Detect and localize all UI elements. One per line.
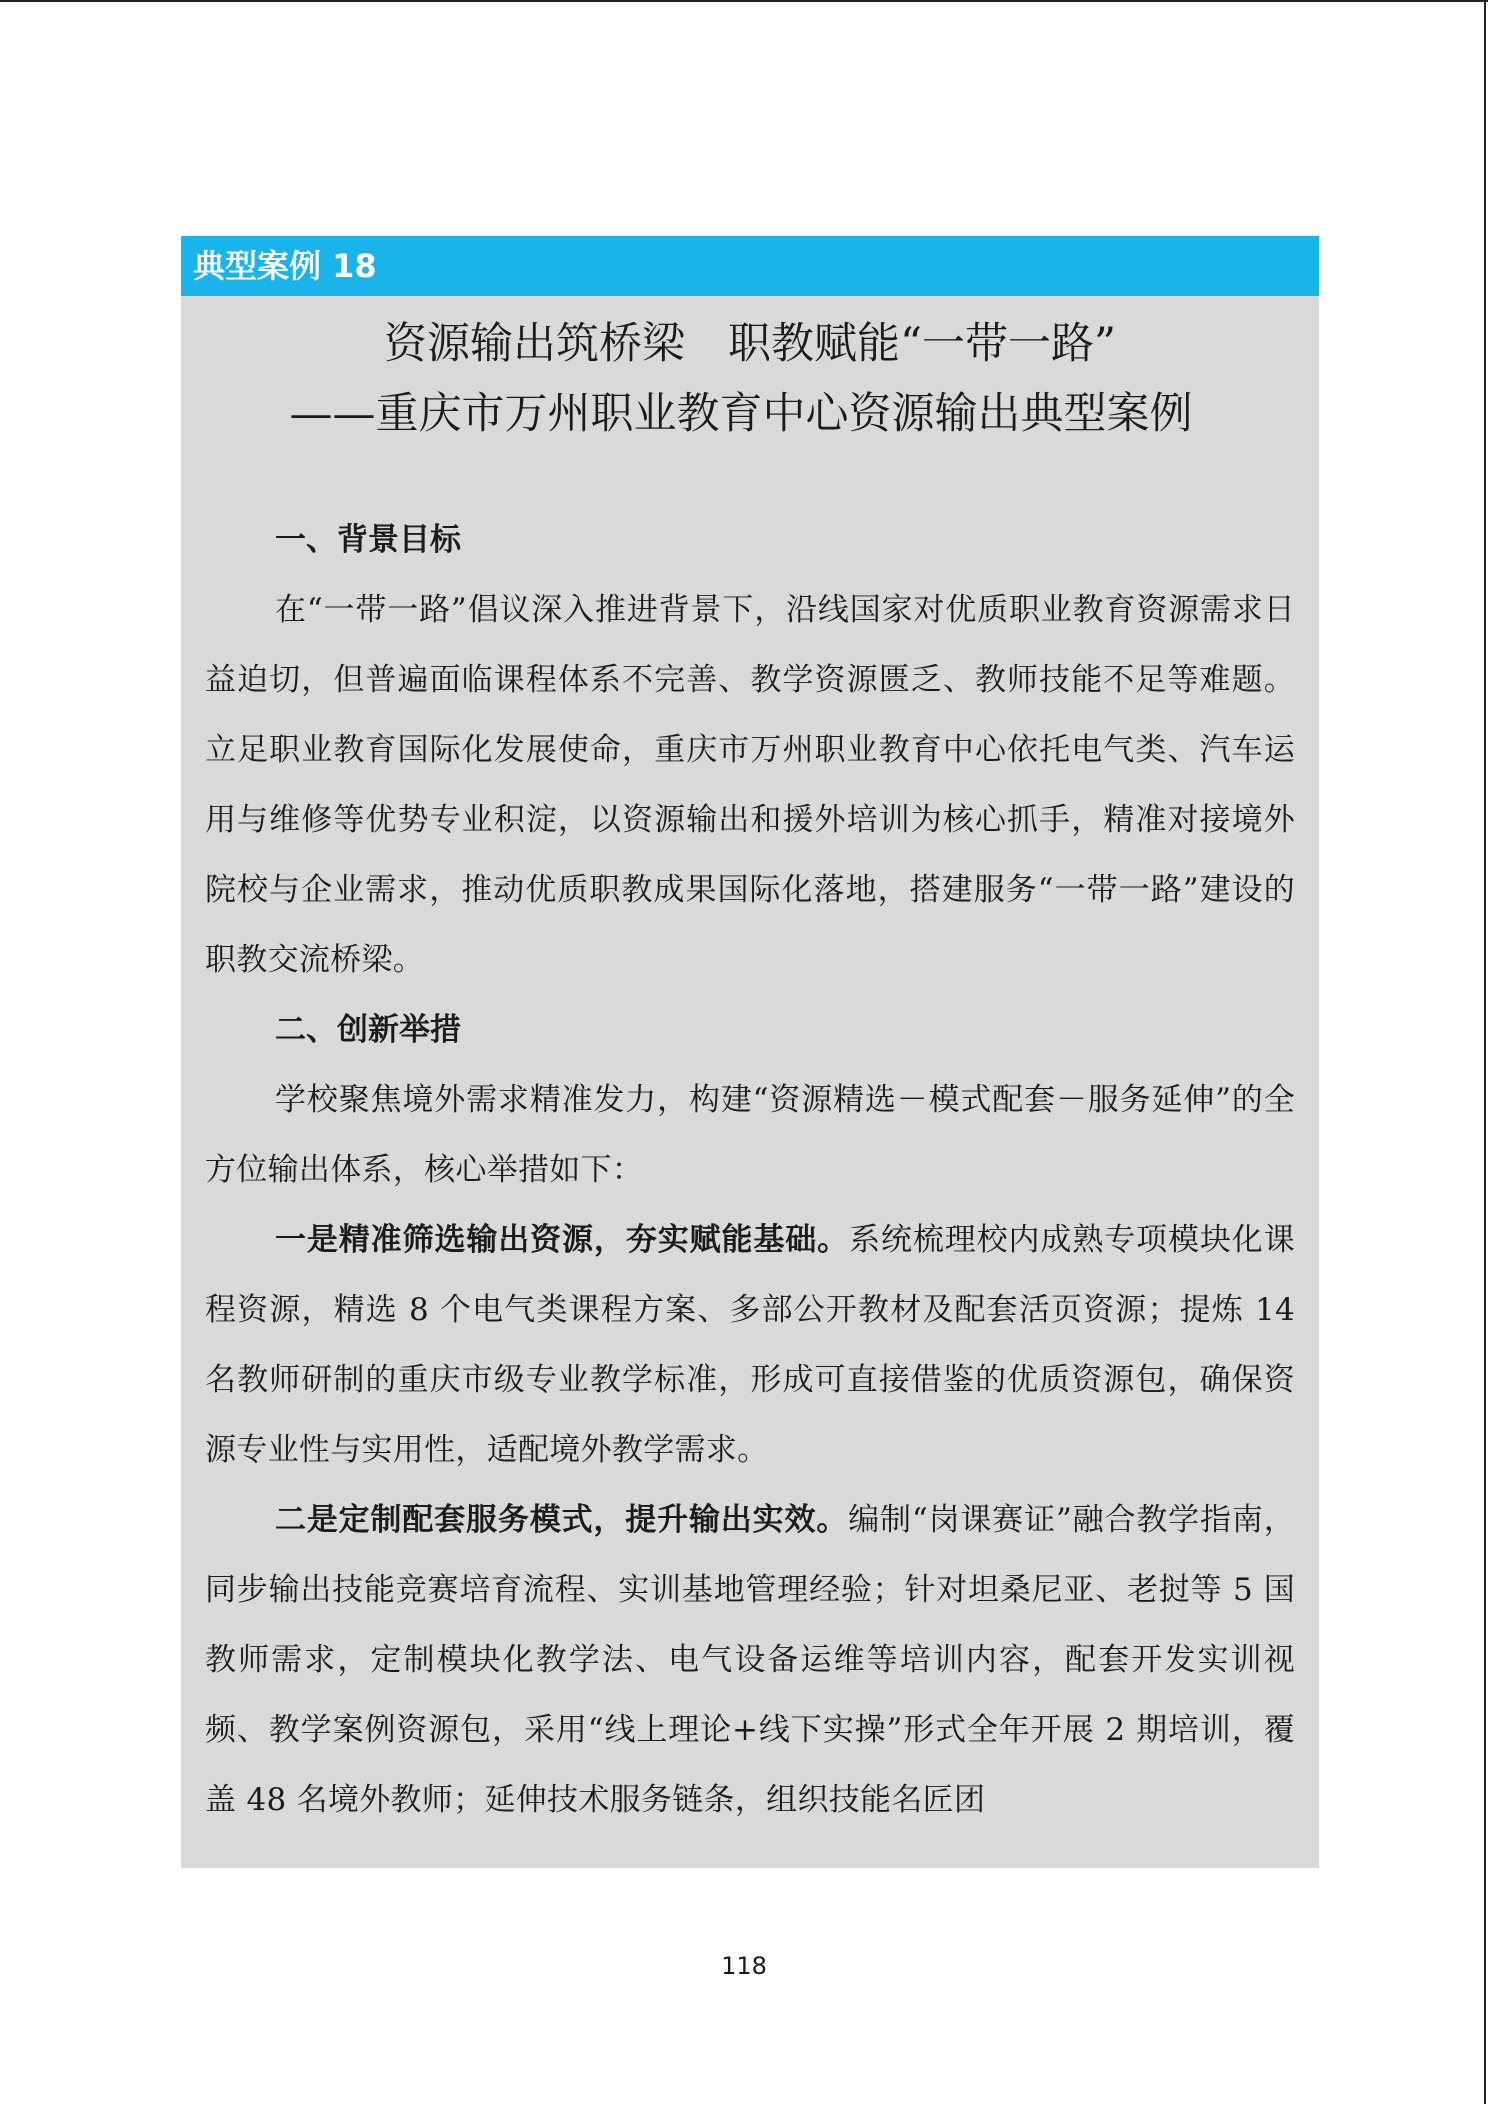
section-heading-background: 一、背景目标 (275, 522, 461, 558)
case-label-banner: 典型案例 18 (181, 236, 1319, 296)
top-border-line (0, 0, 1488, 2)
case-title: 资源输出筑桥梁 职教赋能“一带一路” (384, 319, 1116, 369)
section-heading-innovation: 二、创新举措 (275, 1012, 461, 1048)
right-border-line (1484, 0, 1486, 2104)
measure-2-text: 编制“岗课赛证”融合教学指南，同步输出技能竞赛培育流程、实训基地管理经验；针对坦桑尼亚、老挝等 5 国教师需求，定制模块化教学法、电气设备运维等培训内容，配套开发实训视频、教学案例资源包，采用“线上理论+线下实操”形式全年开展 2 期培训，覆盖 48 名境外教师；延伸技术服务链条，组织技能名匠团 (205, 1502, 1295, 1818)
case-subtitle: ——重庆市万州职业教育中心资源输出典型案例 (289, 389, 1193, 439)
innovation-intro-paragraph: 学校聚焦境外需求精准发力，构建“资源精选－模式配套－服务延伸”的全方位输出体系，核心举措如下： (205, 1082, 1295, 1188)
page-number: 118 (721, 1952, 767, 1980)
measure-1-lead: 一是精准筛选输出资源，夯实赋能基础。 (275, 1222, 850, 1258)
background-paragraph: 在“一带一路”倡议深入推进背景下，沿线国家对优质职业教育资源需求日益迫切，但普遍面临课程体系不完善、教学资源匮乏、教师技能不足等难题。立足职业教育国际化发展使命，重庆市万州职业教育中心依托电气类、汽车运用与维修等优势专业积淀，以资源输出和援外培训为核心抓手，精准对接境外院校与企业需求，推动优质职教成果国际化落地，搭建服务“一带一路”建设的职教交流桥梁。 (205, 592, 1295, 978)
measure-1-paragraph (205, 1205, 1295, 1485)
measure-2-lead: 二是定制配套服务模式，提升输出实效。 (275, 1502, 849, 1538)
measure-2-paragraph (205, 1485, 1295, 1835)
case-content-box (181, 296, 1319, 1868)
measure-1-text: 系统梳理校内成熟专项模块化课程资源，精选 8 个电气类课程方案、多部公开教材及配套活页资源；提炼 14 名教师研制的重庆市级专业教学标准，形成可直接借鉴的优质资源包，确保资源专业性与实用性，适配境外教学需求。 (205, 1222, 1295, 1468)
